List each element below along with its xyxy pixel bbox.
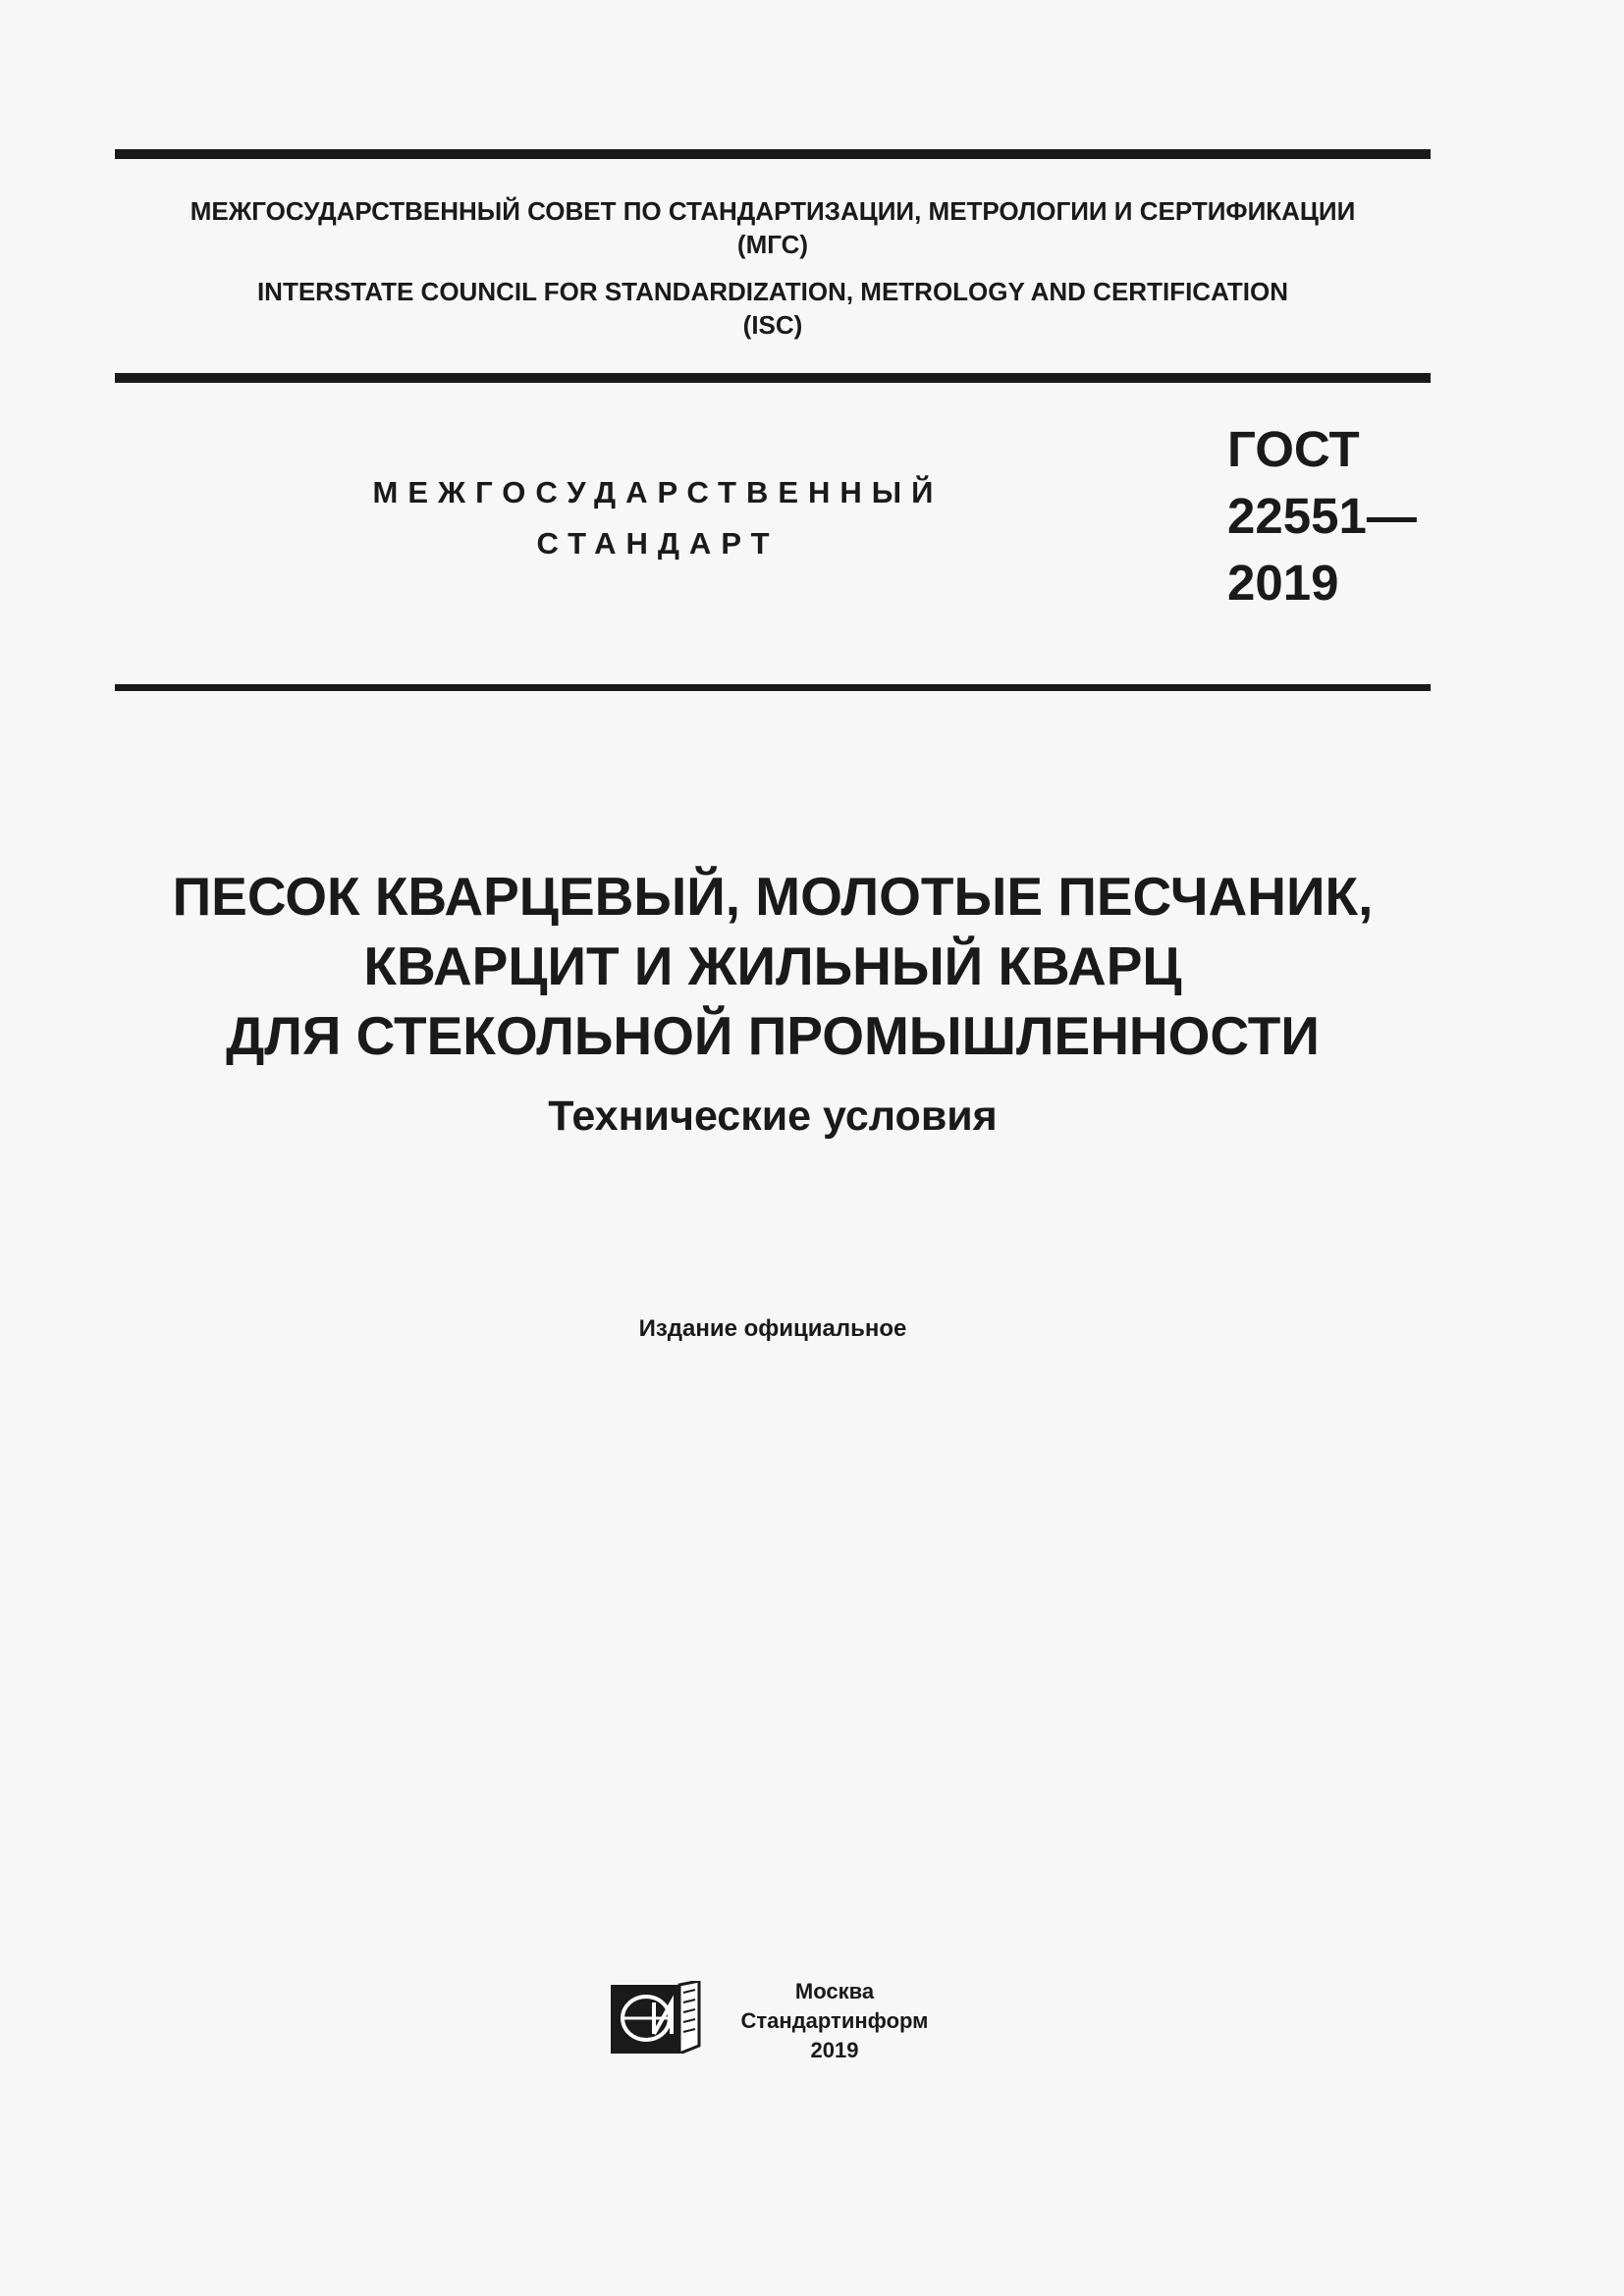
top-divider xyxy=(115,149,1431,159)
council-name-en xyxy=(115,275,1431,342)
document-title-block xyxy=(115,862,1431,1144)
header-bottom-divider xyxy=(115,684,1431,691)
publisher-name: Стандартинформ xyxy=(740,2008,929,2033)
document-subtitle: Технические условия xyxy=(548,1093,998,1140)
document-title xyxy=(115,862,1431,1071)
publisher-imprint xyxy=(717,1977,952,2065)
standartinform-logo-icon xyxy=(611,1981,703,2054)
publisher-year: 2019 xyxy=(810,2038,859,2062)
gost-number: 22551— xyxy=(1227,488,1417,544)
council-divider xyxy=(115,373,1431,383)
gost-prefix: ГОСТ xyxy=(1227,421,1360,477)
council-name-ru xyxy=(115,194,1431,261)
gost-year: 2019 xyxy=(1227,555,1339,611)
standard-type-label xyxy=(363,467,952,569)
council-name-en-text: INTERSTATE COUNCIL FOR STANDARDIZATION, METROLOGY AND CERTIFICATION xyxy=(256,277,1289,306)
standard-label-line2: СТАНДАРТ xyxy=(536,526,780,561)
standard-label-line1: МЕЖГОСУДАРСТВЕННЫЙ xyxy=(372,475,944,509)
edition-note: Издание официальное xyxy=(638,1315,907,1342)
gost-designation xyxy=(1227,416,1417,616)
title-line-1: ПЕСОК КВАРЦЕВЫЙ, МОЛОТЫЕ ПЕСЧАНИК, xyxy=(172,866,1374,927)
title-line-2: КВАРЦИТ И ЖИЛЬНЫЙ КВАРЦ xyxy=(363,935,1182,996)
council-abbr-ru: (МГС) xyxy=(736,230,809,259)
publisher-city: Москва xyxy=(794,1979,875,2003)
council-abbr-en: (ISC) xyxy=(742,310,803,340)
title-line-3: ДЛЯ СТЕКОЛЬНОЙ ПРОМЫШЛЕННОСТИ xyxy=(226,1005,1320,1066)
council-name-ru-text: МЕЖГОСУДАРСТВЕННЫЙ СОВЕТ ПО СТАНДАРТИЗАЦИИ, МЕТРОЛОГИИ И СЕРТИФИКАЦИИ xyxy=(189,196,1356,226)
